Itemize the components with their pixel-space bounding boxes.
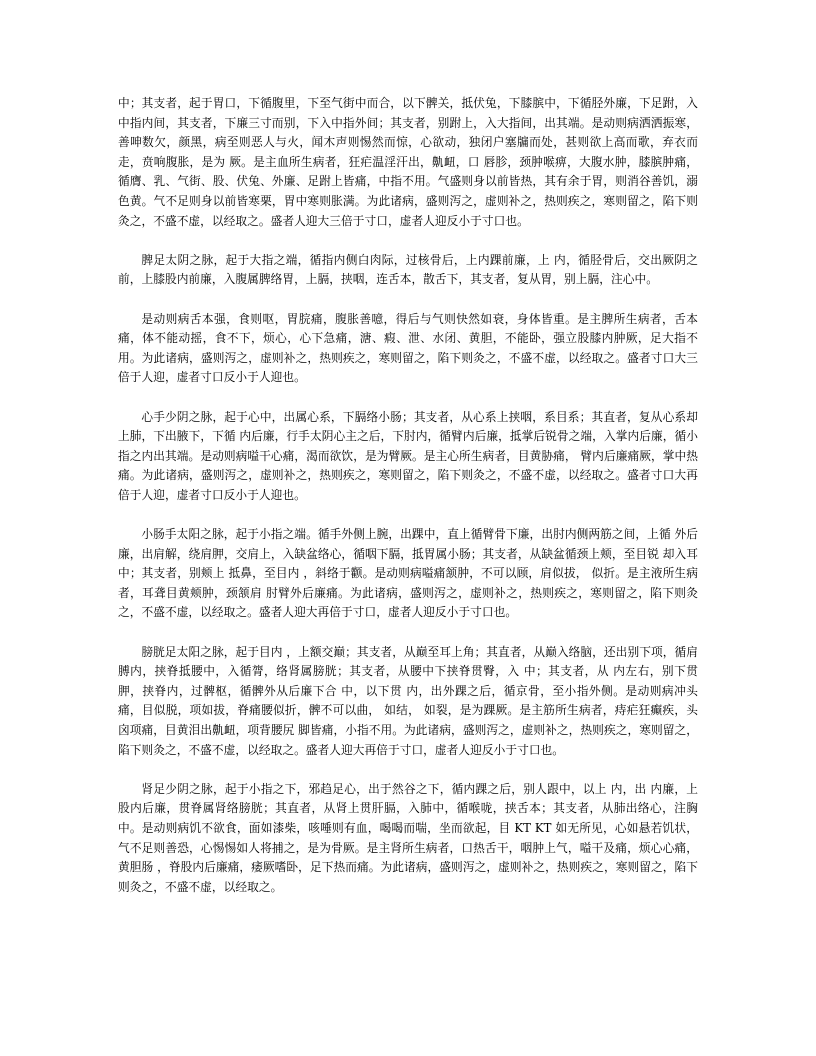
- paragraph-bladder-meridian: 膀胱足太阳之脉，起于目内 ，上额交巅；其支者，从巅至耳上角；其直者，从巅入络脑，还出别下项，循肩膊内，挟脊抵腰中，入循膂，络肾属膀胱；其支者，从腰中下挟脊贯臀，入 中；其支者，从 内左右，别下贯胛，挟脊内，过髀枢，循髀外从后廉下合 中，以下贯 内，出外踝之后，循京骨，至小指外侧。是动则病冲头痛，目似脱，项如拔，脊痛腰似折，髀不可以曲， 如结， 如裂，是为踝厥。是主筋所生病者，痔疟狂癫疾，头囟项痛，目黄泪出鼽衄，项背腰尻 脚皆痛，小指不用。为此诸病，盛则泻之，虚则补之，热则疾之，寒则留之，陷下则灸之，不盛不虚，以经取之。盛者人迎大再倍于寸口，虚者人迎反小于寸口也。: [118, 644, 698, 757]
- document-page: [118, 94, 698, 917]
- paragraph-small-intestine-meridian: 小肠手太阳之脉，起于小指之端。循手外侧上腕，出踝中，直上循臂骨下廉，出肘内侧两筋之间，上循 外后廉，出肩解，绕肩胛，交肩上，入缺盆络心，循咽下膈，抵胃属小肠；其支者，从缺盆循颈上颊，至目锐 却入耳中；其支者，别颊上 抵鼻，至目内 ，斜络于颧。是动则病嗌痛颔肿，不可以顾，肩似拔， 似折。是主液所生病者，耳聋目黄颊肿，颈颔肩 肘臂外后廉痛。为此诸病，盛则泻之，虚则补之，热则疾之，寒则留之，陷下则灸之，不盛不虚，以经取之。盛者人迎大再倍于寸口，虚者人迎反小于寸口也。: [118, 527, 698, 620]
- paragraph-spleen-meridian: 脾足太阴之脉，起于大指之端，循指内侧白肉际，过核骨后，上内踝前廉，上 内，循胫骨后，交出厥阴之前，上膝股内前廉，入腹属脾络胃，上膈，挟咽，连舌本，散舌下，其支者，复从胃，别上膈，注心中。: [118, 252, 698, 287]
- paragraph-spleen-disorders: 是动则病舌本强，食则呕，胃脘痛，腹胀善噫，得后与气则快然如衰，身体皆重。是主脾所生病者，舌本痛，体不能动摇，食不下，烦心，心下急痛，溏、瘕、泄、水闭、黄胆，不能卧，强立股膝内肿厥，足大指不用。为此诸病，盛则泻之，虚则补之，热则疾之，寒则留之，陷下则灸之，不盛不虚，以经取之。盛者寸口大三倍于人迎，虚者寸口反小于人迎也。: [118, 311, 698, 385]
- paragraph-heart-meridian: 心手少阴之脉，起于心中，出属心系，下膈络小肠；其支者，从心系上挟咽，系目系；其直者，复从心系却上肺，下出腋下，下循 内后廉，行手太阴心主之后，下肘内，循臂内后廉，抵掌后锐骨之端，入掌内后廉，循小指之内出其端。是动则病嗌干心痛，渴而欲饮，是为臂厥。是主心所生病者，目黄胁痛， 臂内后廉痛厥，掌中热痛。为此诸病，盛则泻之，虚则补之，热则疾之，寒则留之，陷下则灸之，不盛不虚，以经取之。盛者寸口大再倍于人迎，虚者寸口反小于人迎也。: [118, 409, 698, 502]
- paragraph-stomach-meridian-continued: 中；其支者，起于胃口，下循腹里，下至气街中而合，以下髀关，抵伏兔，下膝膑中，下循胫外廉，下足跗，入中指内间，其支者，下廉三寸而别，下入中指外间；其支者，别跗上，入大指间，出其端。是动则病洒洒振寒，善呻数欠，颜黑，病至则恶人与火，闻木声则惕然而惊，心欲动，独闭户塞牖而处，甚则欲上高而歌，弃衣而走，贲响腹胀，是为 厥。是主血所生病者，狂疟温淫汗出，鼽衄，口 唇胗，颈肿喉痹，大腹水肿，膝膑肿痛，循膺、乳、气街、股、伏兔、外廉、足跗上皆痛，中指不用。气盛则身以前皆热，其有余于胃，则消谷善饥，溺色黄。气不足则身以前皆寒栗，胃中寒则胀满。为此诸病，盛则泻之，虚则补之，热则疾之，寒则留之，陷下则灸之，不盛不虚，以经取之。盛者人迎大三倍于寸口，虚者人迎反小于寸口也。: [118, 96, 698, 228]
- paragraph-kidney-meridian: 肾足少阴之脉，起于小指之下，邪趋足心，出于然谷之下，循内踝之后，别人跟中，以上 内，出 内廉，上股内后廉，贯脊属肾络膀胱；其直者，从肾上贯肝膈，入肺中，循喉咙，挟舌本；其支者，从肺出络心，注胸中。是动则病饥不欲食，面如漆柴，咳唾则有血，喝喝而喘，坐而欲起，目 KT KT 如无所见，心如悬若饥状，气不足则善恐，心惕惕如人将捕之，是为骨厥。是主肾所生病者，口热舌干，咽肿上气，嗌干及痛，烦心心痛，黄胆肠 ，脊股内后廉痛，痿厥嗜卧，足下热而痛。为此诸病，盛则泻之，虚则补之，热则疾之，寒则留之，陷下则灸之，不盛不虚，以经取之。: [118, 781, 698, 894]
